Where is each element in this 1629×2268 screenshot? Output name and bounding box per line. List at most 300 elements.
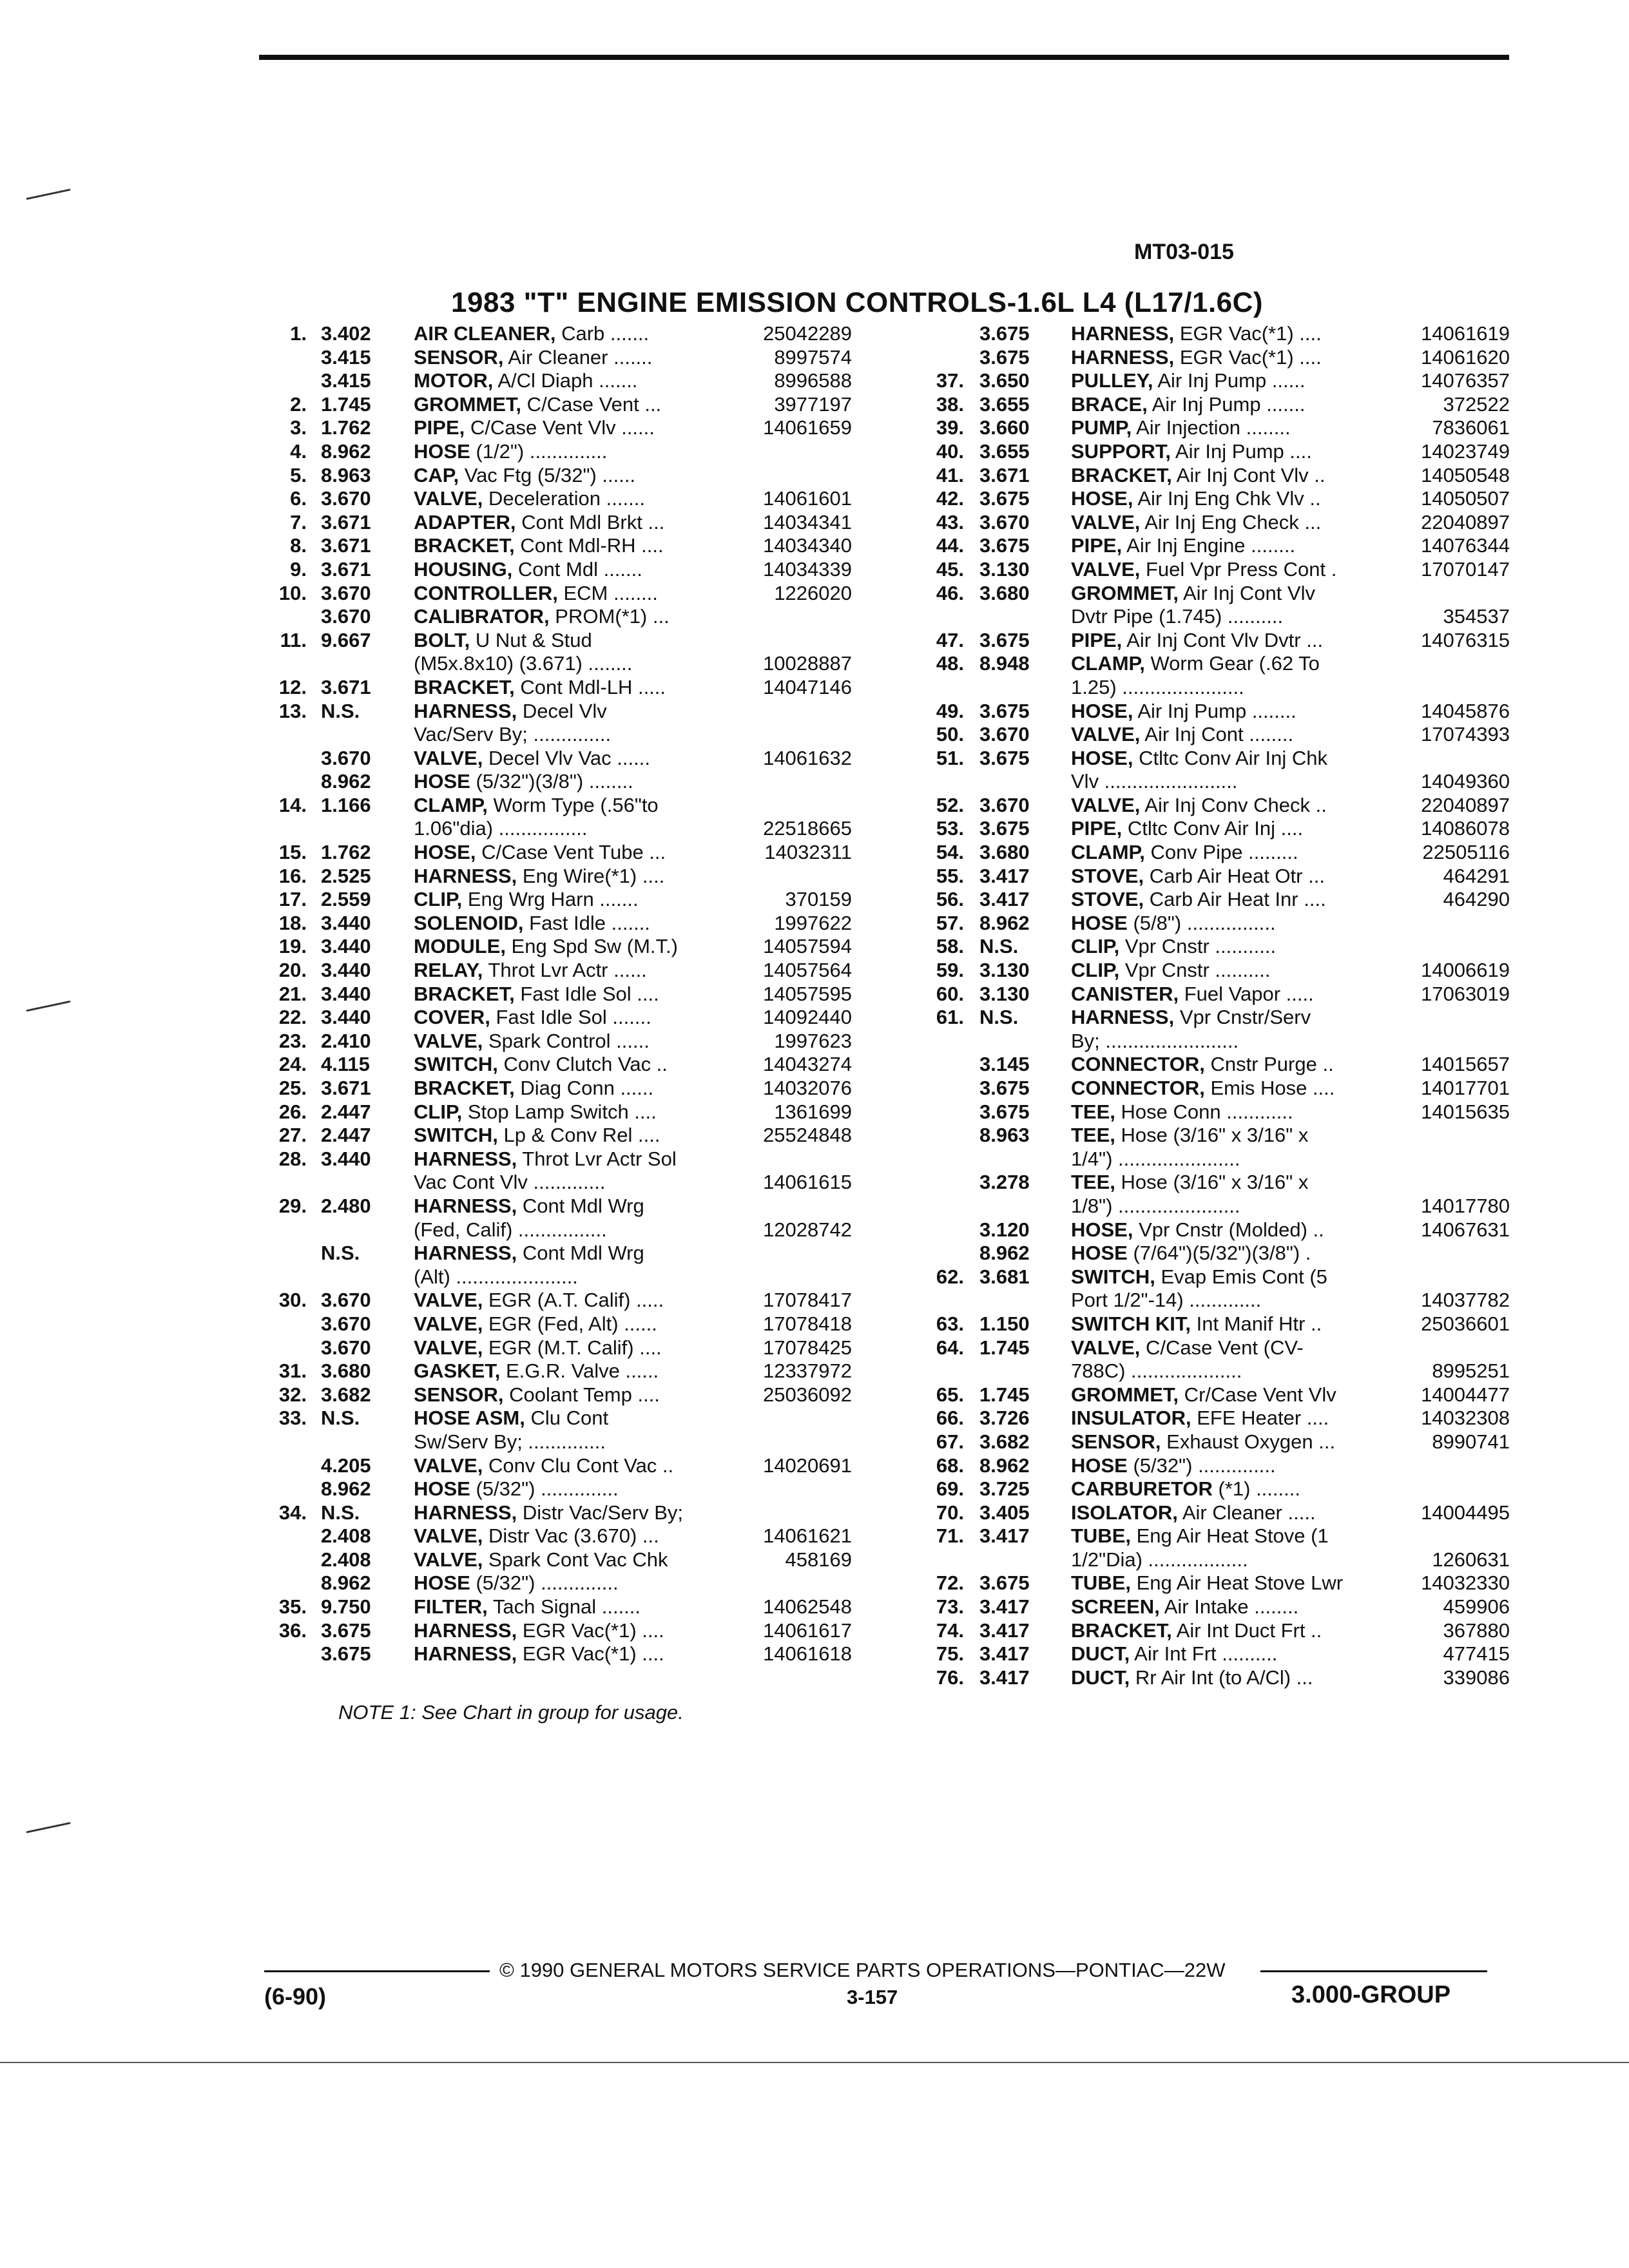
group-number: 8.962 (321, 770, 371, 793)
list-item (245, 1124, 852, 1148)
part-number: 14061601 (763, 487, 852, 510)
part-description (1071, 1289, 1261, 1312)
list-item (902, 322, 1510, 346)
list-item (245, 1360, 852, 1383)
part-number: 14061659 (763, 416, 852, 439)
item-number: 6. (290, 487, 307, 510)
part-description (414, 723, 611, 747)
group-number: 3.670 (979, 510, 1030, 533)
part-number: 459906 (1443, 1595, 1510, 1619)
part-name: SWITCH, (414, 1053, 498, 1076)
group-number: 4.205 (321, 1454, 371, 1477)
top-rule (259, 55, 1509, 60)
part-number: 14061619 (1421, 322, 1510, 345)
part-description (1071, 1454, 1276, 1478)
part-description (1071, 346, 1322, 370)
part-description (414, 1430, 606, 1454)
part-number: 14045876 (1421, 699, 1510, 722)
part-description (414, 1077, 653, 1100)
list-item (245, 1595, 852, 1619)
list-item (245, 1336, 852, 1360)
part-description (1071, 1430, 1335, 1454)
part-number: 3977197 (774, 392, 852, 416)
list-item (245, 865, 852, 889)
part-number: 10028887 (763, 652, 852, 675)
part-number: 25524848 (763, 1124, 852, 1147)
item-number: 53. (936, 817, 964, 840)
list-item (902, 605, 1510, 629)
group-number: 3.440 (321, 959, 371, 982)
part-detail: EGR (A.T. Calif) ..... (483, 1289, 664, 1312)
list-item (245, 1218, 852, 1242)
group-number: 1.166 (321, 793, 371, 816)
list-item (902, 487, 1510, 511)
part-name: VALVE, (1071, 510, 1141, 533)
list-item (245, 700, 852, 724)
part-name: HOSE, (1071, 1218, 1133, 1241)
part-description (414, 794, 659, 818)
group-number: 3.417 (979, 864, 1030, 887)
list-item (245, 1077, 852, 1100)
part-name: STOVE, (1071, 888, 1144, 911)
part-name: CALIBRATOR, (414, 605, 550, 628)
part-detail: Throt Lvr Actr Sol (517, 1147, 677, 1170)
item-number: 41. (936, 463, 964, 486)
list-item (245, 440, 852, 464)
part-number: 14086078 (1421, 817, 1510, 840)
part-description (1071, 1407, 1329, 1430)
scan-mark (26, 1001, 70, 1012)
item-number: 40. (936, 439, 964, 463)
list-item (245, 747, 852, 771)
page-number: 3-157 (847, 1986, 898, 2008)
page-title: 1983 "T" ENGINE EMISSION CONTROLS-1.6L L4 (L17/1.6C) (451, 287, 1264, 318)
part-name: HOSE (414, 1571, 470, 1595)
part-detail: Fuel Vapor ..... (1179, 982, 1314, 1005)
item-number: 42. (936, 487, 964, 510)
part-detail: Air Inj Conv Check .. (1140, 793, 1327, 816)
item-number: 64. (936, 1336, 964, 1359)
list-item (245, 1501, 852, 1525)
list-item (902, 1571, 1510, 1595)
part-description (414, 1124, 660, 1148)
part-number: 25036092 (763, 1383, 852, 1406)
item-number: 66. (936, 1407, 964, 1430)
group-number: 3.726 (979, 1407, 1030, 1430)
part-description (414, 912, 650, 936)
part-description (414, 464, 635, 488)
list-item (245, 1430, 852, 1454)
list-item (902, 440, 1510, 464)
part-description (1071, 1524, 1329, 1548)
part-description (414, 1006, 651, 1030)
part-detail: Fast Idle Sol .... (514, 982, 659, 1005)
part-detail: (5/8") ................ (1127, 911, 1276, 934)
item-number: 33. (278, 1407, 307, 1430)
group-number: 1.745 (979, 1383, 1030, 1406)
list-item (902, 723, 1510, 747)
part-number: 14061620 (1421, 345, 1510, 369)
part-description (1071, 1218, 1324, 1242)
list-item (902, 1100, 1510, 1124)
part-detail: Exhaust Oxygen ... (1161, 1430, 1336, 1453)
part-detail: (5/32")(3/8") ........ (470, 770, 633, 793)
list-item (902, 841, 1510, 865)
part-description (1071, 322, 1322, 346)
item-number: 51. (936, 746, 964, 769)
part-name: HARNESS, (414, 1619, 517, 1642)
part-detail: Air Inj Eng Check ... (1140, 510, 1322, 533)
item-number: 30. (278, 1289, 307, 1312)
item-number: 72. (936, 1571, 964, 1595)
footer-group: 3.000-GROUP (1291, 1981, 1451, 2008)
item-number: 47. (936, 628, 964, 651)
group-number: 3.650 (979, 369, 1030, 392)
part-number: 22040897 (1421, 793, 1510, 816)
part-description (1071, 369, 1306, 393)
list-item (902, 1124, 1510, 1148)
group-number: 3.415 (321, 345, 371, 369)
list-item (902, 1312, 1510, 1336)
part-detail: Carb Air Heat Inr .... (1144, 888, 1326, 911)
item-number: 18. (278, 911, 307, 934)
part-detail: Lp & Conv Rel .... (497, 1124, 660, 1147)
part-name: TUBE, (1071, 1571, 1131, 1595)
part-number: 14032311 (764, 841, 852, 864)
part-name: HARNESS, (414, 1147, 517, 1170)
part-name: VALVE, (414, 1289, 483, 1312)
list-item (245, 416, 852, 440)
list-item (245, 817, 852, 841)
item-number: 17. (278, 888, 307, 911)
list-item (902, 1477, 1510, 1501)
group-number: 3.405 (979, 1501, 1030, 1524)
item-number: 25. (278, 1077, 307, 1099)
group-number: 2.447 (321, 1100, 371, 1123)
part-description (414, 841, 666, 865)
part-name: BRACKET, (414, 982, 515, 1005)
part-number: 14004495 (1421, 1501, 1510, 1524)
part-number: 8996588 (774, 369, 852, 392)
part-name: VALVE, (414, 1548, 483, 1571)
part-description (1071, 1100, 1293, 1124)
list-item (902, 1218, 1510, 1242)
part-description (414, 1289, 664, 1312)
item-number: 31. (278, 1360, 307, 1383)
group-number: 3.440 (321, 1147, 371, 1170)
list-item (245, 1148, 852, 1171)
part-detail: Tach Signal ....... (487, 1595, 641, 1619)
part-description (1071, 1242, 1311, 1265)
part-detail: EGR Vac(*1) .... (1174, 345, 1322, 369)
part-number: 1361699 (774, 1100, 852, 1123)
part-name: HOSE, (1071, 487, 1133, 510)
part-detail: EGR Vac(*1) .... (517, 1619, 664, 1642)
part-detail: Carb Air Heat Otr ... (1144, 864, 1325, 887)
group-number: 3.402 (321, 322, 371, 345)
group-number: 3.675 (979, 345, 1030, 369)
part-name: VALVE, (414, 1029, 483, 1052)
item-number: 61. (936, 1006, 964, 1029)
part-detail: Throt Lvr Actr ...... (483, 959, 647, 982)
group-number: 8.962 (979, 1242, 1030, 1265)
list-item (245, 1053, 852, 1077)
list-item (902, 1289, 1510, 1312)
part-name: CLIP, (1071, 959, 1120, 982)
part-detail: Eng Wrg Harn ....... (462, 888, 639, 911)
group-number: 9.667 (321, 628, 371, 651)
part-description (414, 1030, 650, 1053)
part-description (414, 1360, 659, 1383)
list-item (245, 534, 852, 558)
parts-column-right (902, 322, 1510, 1689)
item-number: 3. (290, 416, 307, 439)
part-name: GROMMET, (1071, 581, 1179, 604)
group-number: 8.962 (979, 1454, 1030, 1477)
part-detail: Stop Lamp Switch .... (462, 1100, 657, 1123)
list-item (902, 1501, 1510, 1525)
list-item (902, 1148, 1510, 1171)
part-name: HARNESS, (414, 1242, 517, 1265)
group-number: 3.682 (321, 1383, 371, 1406)
group-number: 2.480 (321, 1194, 371, 1217)
part-detail: Cr/Case Vent Vlv (1179, 1383, 1336, 1406)
footer-copyright: © 1990 GENERAL MOTORS SERVICE PARTS OPERATIONS—PONTIAC—22W (499, 1959, 1226, 1981)
part-number: 1260631 (1432, 1548, 1510, 1571)
item-number: 74. (936, 1619, 964, 1642)
part-name: VALVE, (1071, 557, 1141, 581)
part-detail: Emis Hose .... (1204, 1077, 1335, 1099)
part-description (1071, 700, 1296, 724)
part-description (1071, 1312, 1322, 1336)
part-description (1071, 1595, 1298, 1619)
part-detail: Hose (3/16" x 3/16" x (1115, 1171, 1309, 1194)
group-number: 3.681 (979, 1265, 1030, 1288)
part-name: SENSOR, (414, 1383, 504, 1406)
part-description (414, 440, 607, 464)
list-item (902, 912, 1510, 936)
item-number: 7. (290, 510, 307, 533)
part-number: 14061632 (763, 746, 852, 769)
item-number: 69. (936, 1477, 964, 1501)
part-number: 22505116 (1422, 841, 1510, 864)
part-detail: Sw/Serv By; .............. (414, 1430, 606, 1453)
part-number: 339086 (1443, 1666, 1510, 1689)
list-item (902, 582, 1510, 606)
part-description (1071, 676, 1244, 700)
part-detail: Eng Air Heat Stove (1 (1131, 1524, 1329, 1548)
part-description (1071, 605, 1283, 629)
group-number: 3.417 (979, 1666, 1030, 1689)
item-number: 56. (936, 888, 964, 911)
group-number: N.S. (979, 935, 1019, 958)
part-number: 14032330 (1421, 1571, 1510, 1595)
part-detail: Air Inj Pump ........ (1133, 699, 1296, 722)
part-description (414, 700, 607, 724)
part-name: HARNESS, (414, 1501, 517, 1524)
part-detail: Cont Mdl Brkt ... (516, 510, 665, 533)
part-number: 17078425 (763, 1336, 852, 1359)
part-detail: C/Case Vent ... (521, 392, 662, 416)
group-number: 3.680 (979, 841, 1030, 864)
item-number: 44. (936, 534, 964, 557)
list-item (902, 1548, 1510, 1572)
list-item (902, 1030, 1510, 1053)
part-number: 14034341 (763, 510, 852, 533)
item-number: 21. (278, 982, 307, 1005)
part-description (414, 1477, 619, 1501)
part-number: 14006619 (1421, 959, 1510, 982)
part-number: 14057594 (763, 935, 852, 958)
list-item (245, 1383, 852, 1407)
group-number: 3.440 (321, 911, 371, 934)
part-name: BOLT, (414, 628, 470, 651)
part-number: 14076315 (1421, 628, 1510, 651)
scan-mark (26, 189, 70, 200)
item-number: 39. (936, 416, 964, 439)
item-number: 14. (278, 793, 307, 816)
list-item (245, 935, 852, 959)
part-description (1071, 770, 1237, 794)
part-detail: (5/32") .............. (470, 1477, 619, 1501)
item-number: 13. (278, 699, 307, 722)
list-item (902, 629, 1510, 653)
part-detail: Cont Mdl Wrg (517, 1194, 644, 1217)
part-number: 14017780 (1421, 1194, 1510, 1217)
list-item (245, 794, 852, 818)
item-number: 59. (936, 959, 964, 982)
group-number: 1.762 (321, 841, 371, 864)
part-detail: Spark Control ...... (483, 1029, 650, 1052)
list-item (245, 582, 852, 606)
part-detail: Eng Wire(*1) .... (517, 864, 665, 887)
part-number: 14004477 (1421, 1383, 1510, 1406)
part-description (1071, 1148, 1240, 1171)
part-description (1071, 1077, 1335, 1100)
group-number: 3.417 (979, 888, 1030, 911)
list-item (902, 534, 1510, 558)
part-detail: Conv Pipe ......... (1144, 841, 1298, 864)
part-name: GROMMET, (414, 392, 522, 416)
group-number: 3.130 (979, 982, 1030, 1005)
part-description (1071, 511, 1321, 535)
item-number: 54. (936, 841, 964, 864)
part-detail: Air Intake ........ (1159, 1595, 1299, 1619)
part-name: HOSE (1071, 1242, 1128, 1265)
group-number: 9.750 (321, 1595, 371, 1619)
item-number: 8. (290, 534, 307, 557)
part-detail: Conv Clu Cont Vac .. (483, 1454, 674, 1477)
part-name: PIPE, (414, 416, 465, 439)
list-item (902, 416, 1510, 440)
group-number: 3.675 (979, 1571, 1030, 1595)
part-description (414, 1595, 641, 1619)
part-name: SOLENOID, (414, 911, 524, 934)
part-number: 14092440 (763, 1006, 852, 1029)
part-detail: (5/32") .............. (1127, 1454, 1276, 1477)
group-number: 3.120 (979, 1218, 1030, 1241)
part-detail: (1/2") .............. (470, 439, 608, 463)
part-description (414, 582, 658, 606)
item-number: 68. (936, 1454, 964, 1477)
part-number: 14047146 (763, 675, 852, 698)
part-description (1071, 723, 1293, 747)
list-item (902, 1171, 1510, 1195)
part-description (1071, 558, 1336, 582)
part-detail: Vpr Cnstr/Serv (1174, 1006, 1311, 1029)
part-detail: Decel Vlv Vac ...... (483, 746, 650, 769)
part-description (1071, 1265, 1327, 1289)
part-description (414, 558, 642, 582)
group-number: 3.655 (979, 392, 1030, 416)
part-number: 1997622 (774, 911, 852, 934)
part-description (414, 1312, 657, 1336)
part-detail: Air Inj Cont Vlv (1179, 581, 1315, 604)
item-number: 4. (290, 439, 307, 463)
part-detail: (Fed, Calif) ................ (414, 1218, 607, 1241)
item-number: 67. (936, 1430, 964, 1453)
part-detail: Clu Cont (525, 1407, 609, 1430)
item-number: 2. (290, 392, 307, 416)
part-description (414, 747, 650, 771)
part-detail: Air Int Frt .......... (1130, 1642, 1278, 1666)
part-name: CLAMP, (1071, 841, 1145, 864)
group-number: 3.675 (979, 534, 1030, 557)
part-description (414, 487, 645, 511)
part-number: 14050548 (1421, 463, 1510, 486)
part-detail: C/Case Vent Tube ... (476, 841, 666, 864)
group-number: 8.963 (321, 463, 371, 486)
list-item (245, 1265, 852, 1289)
part-description (1071, 652, 1320, 676)
group-number: 8.962 (321, 1571, 371, 1595)
list-item (902, 369, 1510, 393)
part-number: 1226020 (774, 581, 852, 604)
list-item (245, 1407, 852, 1430)
part-description (414, 605, 670, 629)
part-number: 14049360 (1421, 770, 1510, 793)
part-detail: Vpr Cnstr (Molded) .. (1133, 1218, 1324, 1241)
part-name: BRACE, (1071, 392, 1148, 416)
list-item (902, 1336, 1510, 1360)
list-item (902, 393, 1510, 417)
part-name: GASKET, (414, 1360, 501, 1383)
part-detail: Air Inj Eng Chk Vlv .. (1133, 487, 1321, 510)
part-detail: Diag Conn ...... (514, 1077, 654, 1099)
part-name: HOSE, (1071, 746, 1133, 769)
part-detail: 1.06"dia) ................ (414, 817, 588, 840)
part-description (1071, 1336, 1304, 1360)
part-name: CONNECTOR, (1071, 1053, 1205, 1076)
list-item (902, 464, 1510, 488)
part-detail: U Nut & Stud (470, 628, 592, 651)
part-name: VALVE, (414, 1524, 483, 1548)
group-number: 3.675 (979, 746, 1030, 769)
group-number: N.S. (321, 1242, 360, 1265)
part-number: 14034339 (763, 557, 852, 581)
part-description (414, 1524, 659, 1548)
part-number: 14043274 (763, 1053, 852, 1076)
part-description (414, 1619, 664, 1643)
part-description (414, 1336, 662, 1360)
part-description (414, 1053, 668, 1077)
group-number: 3.675 (979, 817, 1030, 840)
part-description (1071, 629, 1323, 653)
part-description (1071, 841, 1298, 865)
item-number: 5. (290, 463, 307, 486)
part-name: SUPPORT, (1071, 439, 1171, 463)
item-number: 20. (278, 959, 307, 982)
